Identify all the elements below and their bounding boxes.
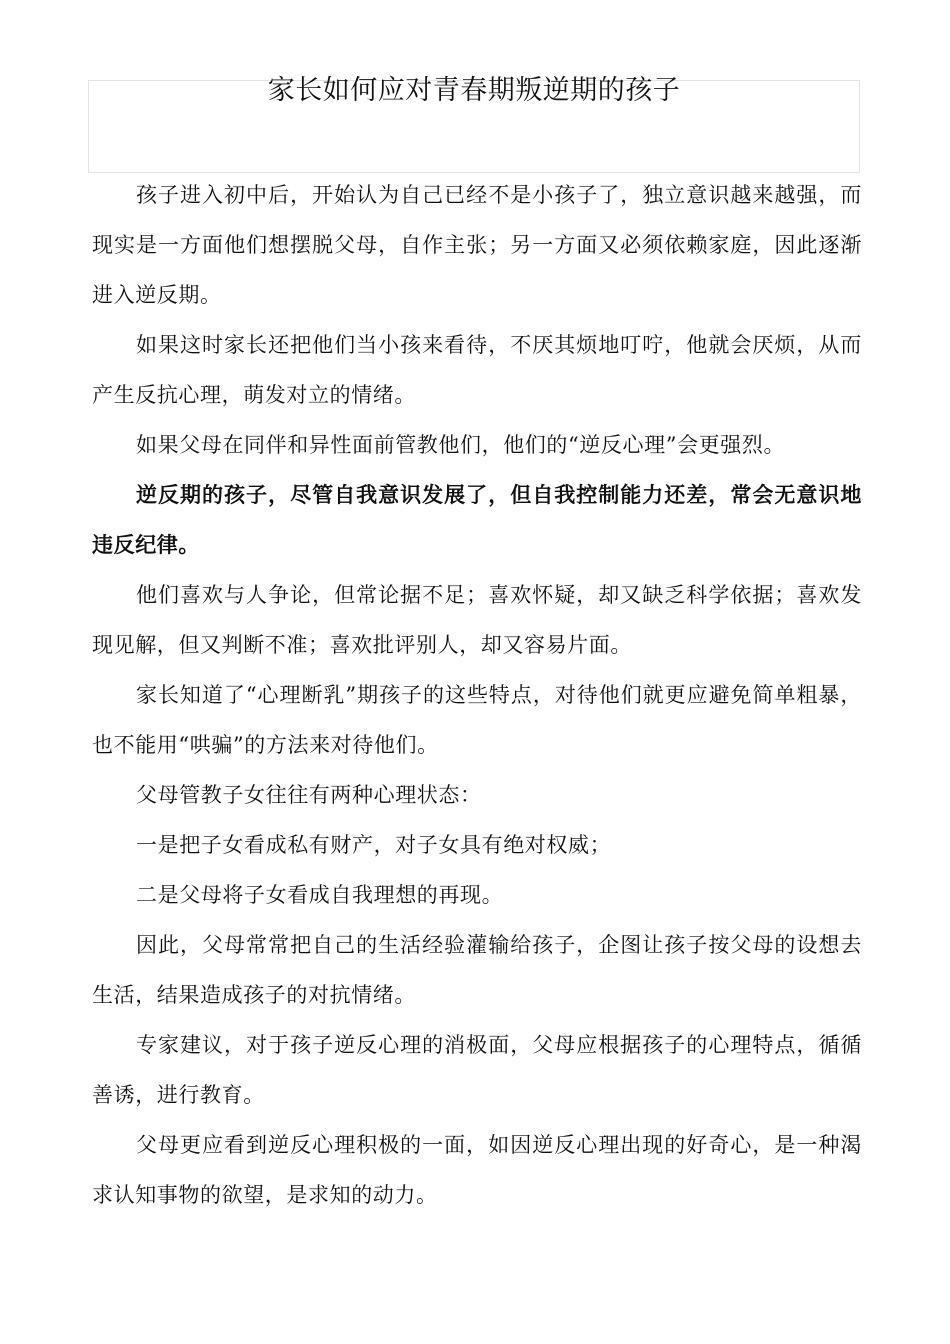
paragraph-1: 孩子进入初中后，开始认为自己已经不是小孩子了，独立意识越来越强，而现实是一方面他们想摆脱父母，自作主张；另一方面又必须依赖家庭，因此逐渐进入逆反期。	[92, 183, 862, 307]
paragraph-11: 专家建议，对于孩子逆反心理的消极面，父母应根据孩子的心理特点，循循善诱，进行教育。	[92, 1033, 862, 1107]
title-frame	[88, 75, 860, 173]
paragraph-8: 一是把子女看成私有财产，对子女具有绝对权威；	[136, 833, 612, 857]
paragraph-9: 二是父母将子女看成自我理想的再现。	[136, 883, 504, 907]
paragraph-5: 他们喜欢与人争论，但常论据不足；喜欢怀疑，却又缺乏科学依据；喜欢发现见解，但又判断不准；喜欢批评别人，却又容易片面。	[92, 583, 862, 657]
paragraph-7: 父母管教子女往往有两种心理状态：	[136, 783, 482, 807]
paragraph-6: 家长知道了“心理断乳”期孩子的这些特点，对待他们就更应避免简单粗暴，也不能用“哄骗”的方法来对待他们。	[92, 683, 862, 757]
paragraph-3: 如果父母在同伴和异性面前管教他们，他们的“逆反心理”会更强烈。	[136, 433, 786, 457]
paragraph-4-bold: 逆反期的孩子，尽管自我意识发展了，但自我控制能力还差，常会无意识地违反纪律。	[92, 482, 862, 557]
document-title: 家长如何应对青春期叛逆期的孩子	[267, 75, 681, 106]
paragraph-2: 如果这时家长还把他们当小孩来看待，不厌其烦地叮咛，他就会厌烦，从而产生反抗心理，萌发对立的情绪。	[92, 333, 862, 407]
document-body	[92, 170, 862, 1220]
paragraph-10: 因此，父母常常把自己的生活经验灌输给孩子，企图让孩子按父母的设想去生活，结果造成孩子的对抗情绪。	[92, 933, 862, 1007]
paragraph-12: 父母更应看到逆反心理积极的一面，如因逆反心理出现的好奇心，是一种渴求认知事物的欲望，是求知的动力。	[92, 1133, 862, 1207]
